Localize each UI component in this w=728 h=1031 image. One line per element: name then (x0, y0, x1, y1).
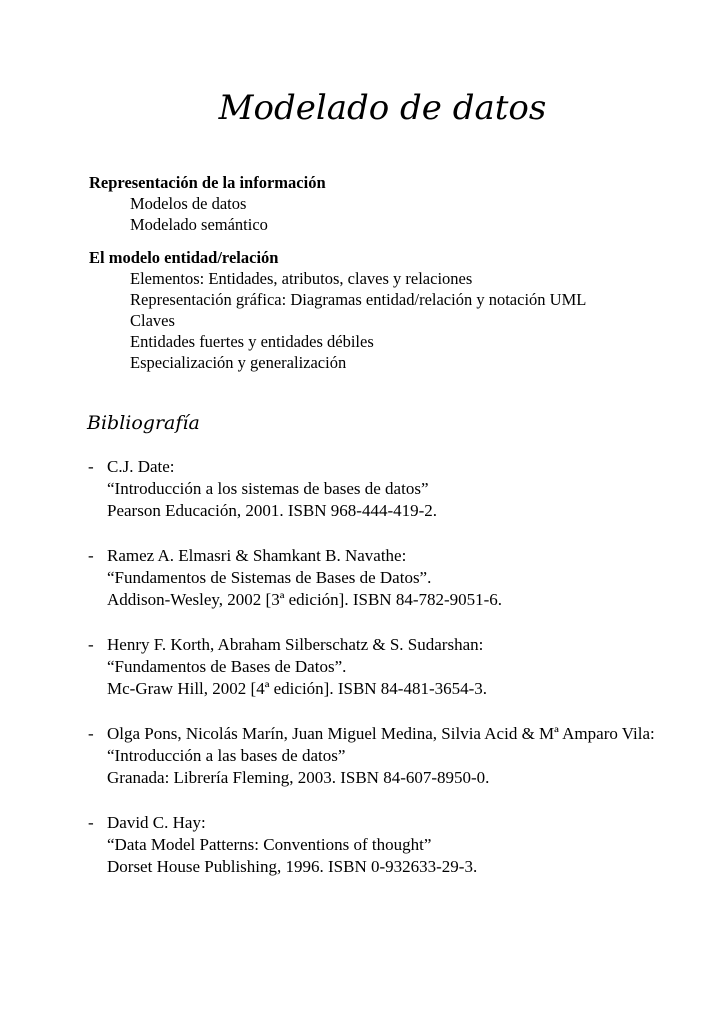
reference-authors: David C. Hay: (107, 813, 206, 832)
section-heading: El modelo entidad/relación (89, 248, 279, 267)
reference-book-title: “Introducción a los sistemas de bases de datos” (107, 479, 429, 498)
reference-authors: Henry F. Korth, Abraham Silberschatz & S. Sudarshan: (107, 635, 484, 654)
reference-authors: Olga Pons, Nicolás Marín, Juan Miguel Medina, Silvia Acid & Mª Amparo Vila: (107, 724, 655, 743)
reference-publisher: Dorset House Publishing, 1996. ISBN 0-932633-29-3. (107, 857, 478, 876)
section-heading: Representación de la información (89, 173, 326, 192)
bibliography-entry (88, 634, 713, 700)
reference-book-title: “Fundamentos de Bases de Datos”. (107, 657, 347, 676)
page-title: Modelado de datos (218, 88, 547, 128)
reference-book-title: “Fundamentos de Sistemas de Bases de Datos”. (107, 568, 432, 587)
section-item: Representación gráfica: Diagramas entidad/relación y notación UML (130, 290, 587, 309)
section-item: Claves (130, 311, 175, 330)
section-item: Modelos de datos (130, 194, 247, 213)
section-item: Elementos: Entidades, atributos, claves y relaciones (130, 269, 473, 288)
section-item-list (89, 193, 709, 235)
reference-publisher: Mc-Graw Hill, 2002 [4ª edición]. ISBN 84-481-3654-3. (107, 679, 488, 698)
bibliography-entry (88, 545, 713, 611)
section-item: Modelado semántico (130, 215, 268, 234)
reference-publisher: Granada: Librería Fleming, 2003. ISBN 84-607-8950-0. (107, 768, 490, 787)
reference-authors: C.J. Date: (107, 457, 175, 476)
bibliography-entry (88, 723, 713, 789)
reference-book-title: “Introducción a las bases de datos” (107, 746, 346, 765)
reference-publisher: Addison-Wesley, 2002 [3ª edición]. ISBN 84-782-9051-6. (107, 590, 503, 609)
bibliography-list (88, 456, 713, 901)
section-item: Entidades fuertes y entidades débiles (130, 332, 374, 351)
reference-publisher: Pearson Educación, 2001. ISBN 968-444-419-2. (107, 501, 438, 520)
list-bullet: - (88, 457, 94, 476)
section-item: Especialización y generalización (130, 353, 347, 372)
section-modelo-entidad-relacion (89, 247, 709, 373)
reference-authors: Ramez A. Elmasri & Shamkant B. Navathe: (107, 546, 407, 565)
section-representacion (89, 172, 709, 235)
list-bullet: - (88, 724, 94, 743)
list-bullet: - (88, 813, 94, 832)
bibliography-entry (88, 812, 713, 878)
section-item-list (89, 268, 709, 373)
reference-book-title: “Data Model Patterns: Conventions of thought” (107, 835, 432, 854)
bibliography-entry (88, 456, 713, 522)
bibliography-title: Bibliografía (87, 412, 200, 434)
list-bullet: - (88, 635, 94, 654)
list-bullet: - (88, 546, 94, 565)
